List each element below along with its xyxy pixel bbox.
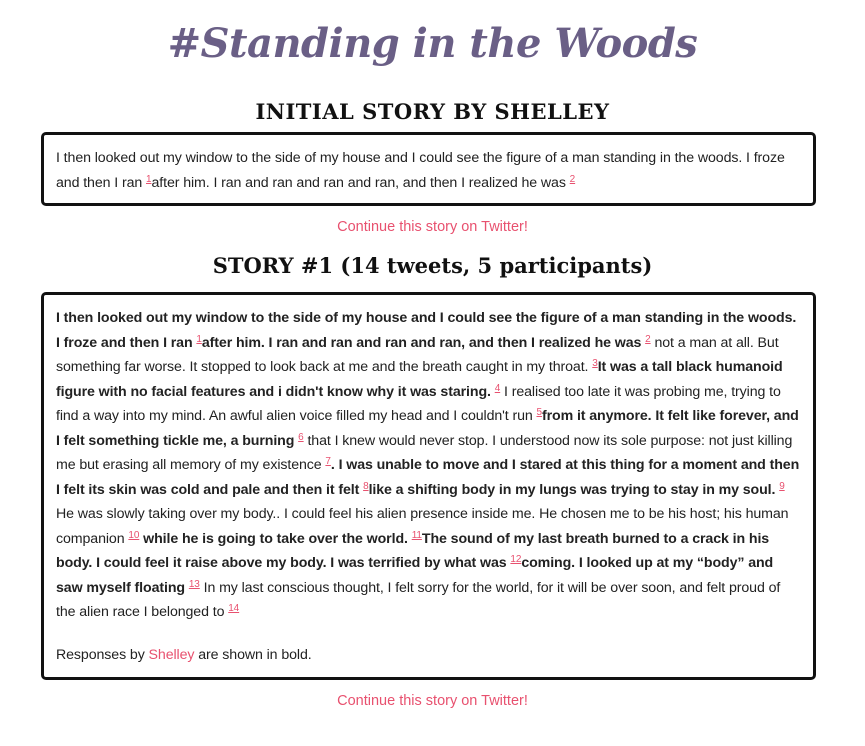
author-link-shelley[interactable]: Shelley bbox=[148, 646, 195, 663]
tweet-footnote-link[interactable]: 2 bbox=[645, 333, 651, 345]
story-segment: after him. I ran and ran and ran and ran, and then I realized he was bbox=[151, 174, 570, 191]
story-segment-bold: while he is going to take over the world. bbox=[139, 530, 412, 547]
story-1-box bbox=[41, 292, 816, 680]
story-segment: that I knew would never stop. I understood now its sole purpose: not just killing me but erasing all memory of my existence bbox=[56, 432, 793, 473]
story-segment-bold: after him. I ran and ran and ran and ran, and then I realized he was bbox=[201, 334, 646, 351]
page bbox=[0, 14, 865, 712]
initial-story-box bbox=[41, 132, 816, 206]
continue-on-twitter-link-story-1[interactable]: Continue this story on Twitter! bbox=[337, 693, 528, 709]
tweet-footnote-link[interactable]: 4 bbox=[494, 382, 501, 394]
story-segment-bold: from it anymore. It felt like forever, and I felt something tickle me, a burning bbox=[56, 408, 799, 449]
story-1-text bbox=[56, 306, 801, 625]
tweet-footnote-link[interactable]: 14 bbox=[228, 603, 240, 614]
tweet-footnote-link[interactable]: 5 bbox=[536, 407, 542, 418]
site-title: #Standing in the Woods bbox=[167, 20, 698, 67]
tweet-footnote-link[interactable]: 1 bbox=[196, 333, 202, 345]
tweet-footnote-link[interactable]: 2 bbox=[569, 173, 576, 185]
initial-story-heading: INITIAL STORY BY SHELLEY bbox=[255, 99, 610, 124]
responses-note bbox=[56, 643, 801, 668]
tweet-footnote-link[interactable]: 10 bbox=[128, 529, 140, 541]
tweet-footnote-link[interactable]: 7 bbox=[325, 456, 331, 467]
story-segment-bold: like a shifting body in my lungs was trying to stay in my soul. bbox=[368, 481, 780, 498]
continue-on-twitter-link-initial[interactable]: Continue this story on Twitter! bbox=[337, 219, 528, 235]
story-segment: In my last conscious thought, I felt sorry for the world, for it will be over soon, and felt proud of the alien race I belonged to bbox=[56, 579, 781, 620]
tweet-footnote-link[interactable]: 3 bbox=[592, 358, 598, 369]
story-segment-bold: The sound of my last breath burned to a crack in his body. I could feel it raise above my body. I was terrified by what was bbox=[56, 530, 770, 571]
story-segment-bold: . I was unable to move and I stared at this thing for a moment and then I felt its skin was cold and pale and then it felt bbox=[56, 457, 800, 498]
tweet-footnote-link[interactable]: 6 bbox=[298, 431, 304, 443]
tweet-footnote-link[interactable]: 1 bbox=[146, 173, 152, 185]
story-segment: He was slowly taking over my body.. I could feel his alien presence inside me. He chosen me to be his host; his human companion bbox=[56, 506, 789, 547]
story-segment-bold: I then looked out my window to the side of my house and I could see the figure of a man standing in the woods. I froze and then I ran bbox=[56, 310, 797, 351]
tweet-footnote-link[interactable]: 9 bbox=[779, 480, 785, 492]
story-1-heading: STORY #1 (14 tweets, 5 participants) bbox=[212, 253, 653, 278]
story-segment: I realised too late it was probing me, trying to find a way into my mind. An awful alien voice filled my head and I couldn't run bbox=[56, 383, 781, 424]
tweet-footnote-link[interactable]: 13 bbox=[188, 578, 200, 590]
tweet-footnote-link[interactable]: 11 bbox=[411, 529, 422, 541]
tweet-footnote-link[interactable]: 8 bbox=[363, 480, 369, 492]
initial-story-text bbox=[56, 146, 801, 195]
responses-suffix: are shown in bold. bbox=[194, 646, 312, 663]
story-segment-bold: It was a tall black humanoid figure with no facial features and i didn't know why it was staring. bbox=[56, 359, 783, 400]
story-segment: I then looked out my window to the side of my house and I could see the figure of a man standing in the woods. I froze and then I ran bbox=[56, 150, 785, 191]
responses-prefix: Responses by bbox=[56, 646, 149, 663]
tweet-footnote-link[interactable]: 12 bbox=[510, 554, 522, 565]
story-segment: not a man at all. But something far worse. It stopped to look back at me and the breath caught in my throat. bbox=[56, 334, 779, 375]
story-segment-bold: coming. I looked up at my “body” and saw myself floating bbox=[56, 555, 774, 596]
